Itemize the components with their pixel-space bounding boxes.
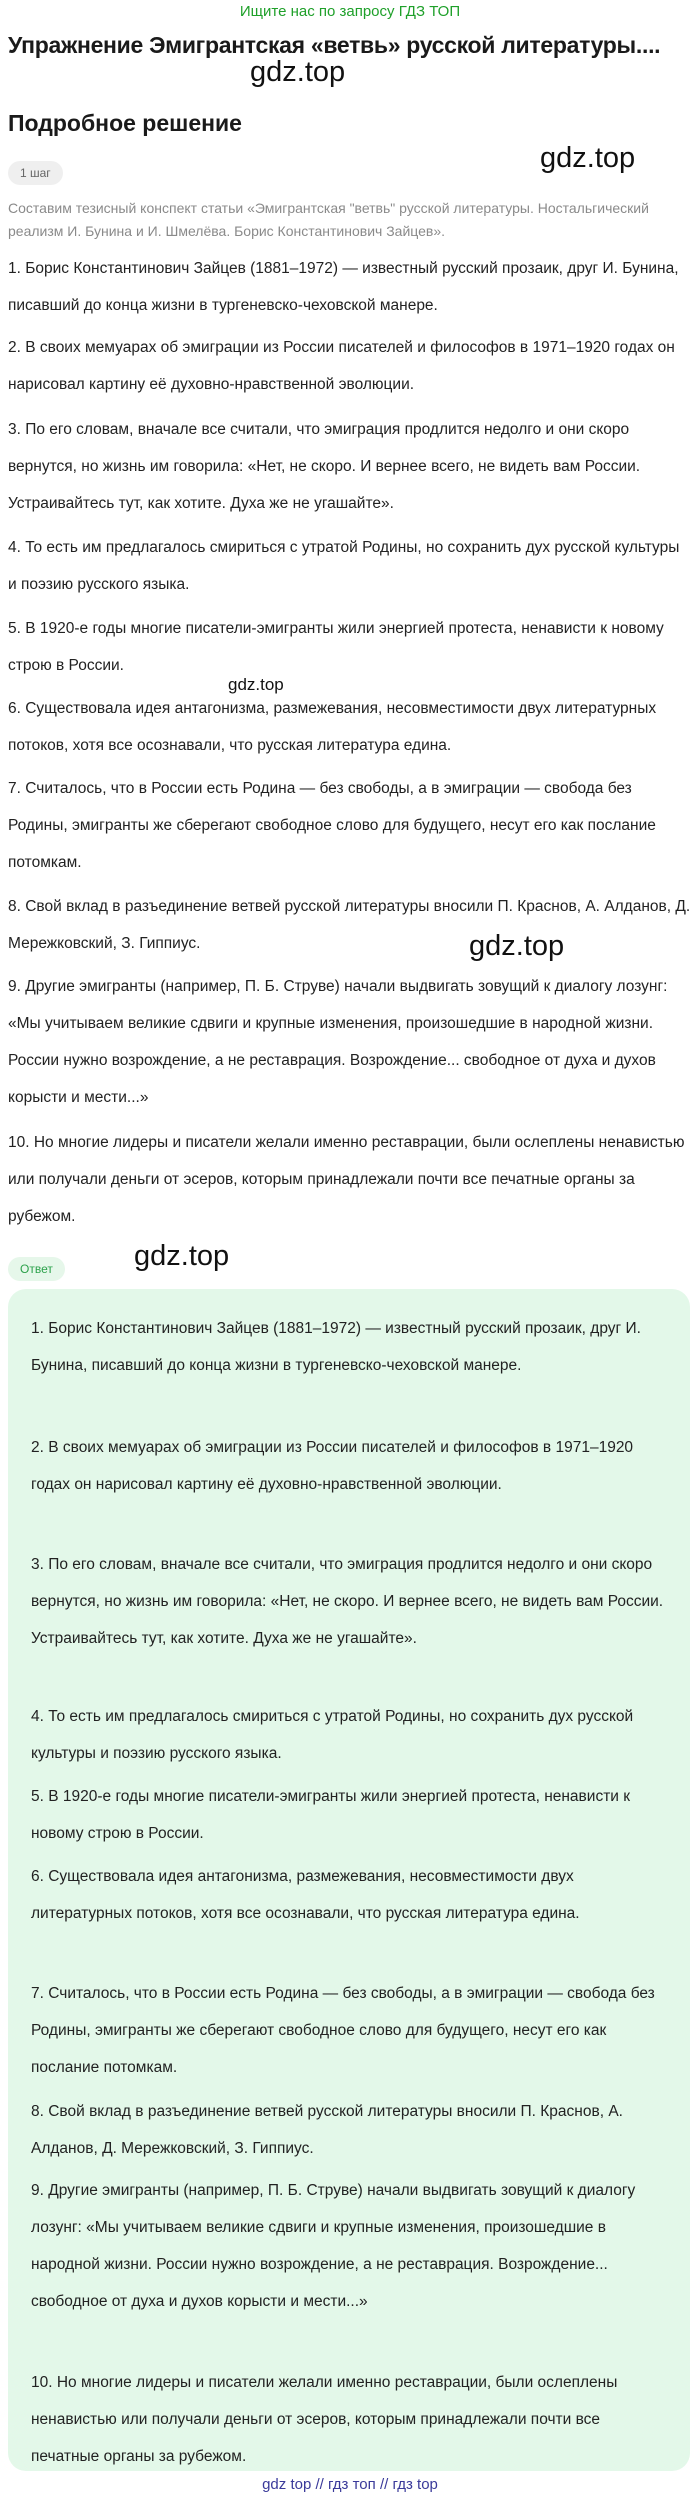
solution-item-3: 3. По его словам, вначале все считали, что эмиграция продлится недолго и они скоро вернутся, но жизнь им говорила: «Нет, не скоро. И вернее всего, не видеть вам России. Устраивайтесь тут, как хотите. Духа же не угашайте». bbox=[8, 421, 641, 512]
footer-link-3[interactable]: гдз top bbox=[392, 2476, 438, 2493]
footer-links bbox=[0, 2476, 700, 2493]
answer-item-1: 1. Борис Константинович Зайцев (1881–1972) — известный русский прозаик, друг И. Бунина, писавший до конца жизни в тургеневско-чеховской манере. bbox=[31, 1320, 641, 1374]
page-title: Упражнение Эмигрантская «ветвь» русской литературы.... bbox=[8, 32, 661, 58]
solution-item-5: 5. В 1920-е годы многие писатели-эмигранты жили энергией протеста, ненависти к новому строю в России. bbox=[8, 620, 664, 674]
solution-item-9: 9. Другие эмигранты (например, П. Б. Струве) начали выдвигать зовущий к диалогу лозунг: «Мы учитываем великие сдвиги и крупные изменения, произошедшие в народной жизни. России нужно возрождение, а не реставрация. Возрождение... свободное от духа и духов корысти и мести...» bbox=[8, 978, 668, 1106]
watermark: gdz.top bbox=[228, 675, 284, 694]
solution-item-7: 7. Считалось, что в России есть Родина — без свободы, а в эмиграции — свобода без Родины, эмигранты же сберегают свободное слово для будущего, несут его как послание потомкам. bbox=[8, 780, 656, 871]
answer-item-4: 4. То есть им предлагалось смириться с утратой Родины, но сохранить дух русской культуры и поэзию русского языка. bbox=[31, 1708, 634, 1762]
watermark: gdz.top bbox=[250, 56, 346, 88]
answer-item-6: 6. Существовала идея антагонизма, размежевания, несовместимости двух литературных потоков, хотя все осознавали, что русская литература едина. bbox=[31, 1868, 580, 1922]
answer-item-9: 9. Другие эмигранты (например, П. Б. Струве) начали выдвигать зовущий к диалогу лозунг: «Мы учитываем великие сдвиги и крупные изменения, произошедшие в народной жизни. России нужно возрождение, а не реставрация. Возрождение... свободное от духа и духов корысти и мести...» bbox=[31, 2182, 636, 2310]
intro-text: Составим тезисный конспект статьи «Эмигрантская "ветвь" русской литературы. Ностальгический реализм И. Бунина и И. Шмелёва. Борис Константинович Зайцев». bbox=[8, 200, 649, 239]
watermark: gdz.top bbox=[469, 930, 565, 962]
search-banner: Ищите нас по запросу ГДЗ ТОП bbox=[239, 3, 461, 20]
section-title: Подробное решение bbox=[8, 110, 242, 136]
footer-separator: // bbox=[379, 2476, 389, 2493]
solution-item-6: 6. Существовала идея антагонизма, размежевания, несовместимости двух литературных потоков, хотя все осознавали, что русская литература едина. bbox=[8, 700, 657, 754]
footer-link-1[interactable]: gdz top bbox=[262, 2476, 312, 2493]
answer-badge: Ответ bbox=[8, 1257, 65, 1281]
footer-separator: // bbox=[315, 2476, 324, 2493]
solution-item-8: 8. Свой вклад в разъединение ветвей русской литературы вносили П. Краснов, А. Алданов, Д. Мережковский, З. Гиппиус. bbox=[8, 898, 691, 952]
answer-item-8: 8. Свой вклад в разъединение ветвей русской литературы вносили П. Краснов, А. Алданов, Д. Мережковский, З. Гиппиус. bbox=[31, 2103, 623, 2157]
solution-item-4: 4. То есть им предлагалось смириться с утратой Родины, но сохранить дух русской культуры и поэзию русского языка. bbox=[8, 539, 680, 593]
solution-item-2: 2. В своих мемуарах об эмиграции из России писателей и философов в 1971–1920 годах он нарисовал картину её духовно-нравственной эволюции. bbox=[8, 339, 675, 393]
answer-item-5: 5. В 1920-е годы многие писатели-эмигранты жили энергией протеста, ненависти к новому строю в России. bbox=[31, 1788, 631, 1842]
answer-item-7: 7. Считалось, что в России есть Родина — без свободы, а в эмиграции — свобода без Родины, эмигранты же сберегают свободное слово для будущего, несут его как послание потомкам. bbox=[31, 1985, 655, 2076]
solution-item-10: 10. Но многие лидеры и писатели желали именно реставрации, были ослеплены ненавистью или получали деньги от эсеров, которым принадлежали почти все печатные органы за рубежом. bbox=[8, 1134, 685, 1225]
footer-link-2[interactable]: гдз топ bbox=[328, 2476, 376, 2493]
solution-item-1: 1. Борис Константинович Зайцев (1881–1972) — известный русский прозаик, друг И. Бунина, писавший до конца жизни в тургеневско-чеховской манере. bbox=[8, 260, 679, 314]
step-badge: 1 шаг bbox=[8, 161, 63, 185]
watermark: gdz.top bbox=[134, 1240, 230, 1272]
watermark: gdz.top bbox=[540, 142, 636, 174]
answer-item-3: 3. По его словам, вначале все считали, что эмиграция продлится недолго и они скоро вернутся, но жизнь им говорила: «Нет, не скоро. И вернее всего, не видеть вам России. Устраивайтесь тут, как хотите. Духа же не угашайте». bbox=[31, 1556, 664, 1647]
answer-item-2: 2. В своих мемуарах об эмиграции из России писателей и философов в 1971–1920 годах он нарисовал картину её духовно-нравственной эволюции. bbox=[31, 1439, 634, 1493]
answer-item-10: 10. Но многие лидеры и писатели желали именно реставрации, были ослеплены ненавистью или получали деньги от эсеров, которым принадлежали почти все печатные органы за рубежом. bbox=[31, 2374, 618, 2465]
